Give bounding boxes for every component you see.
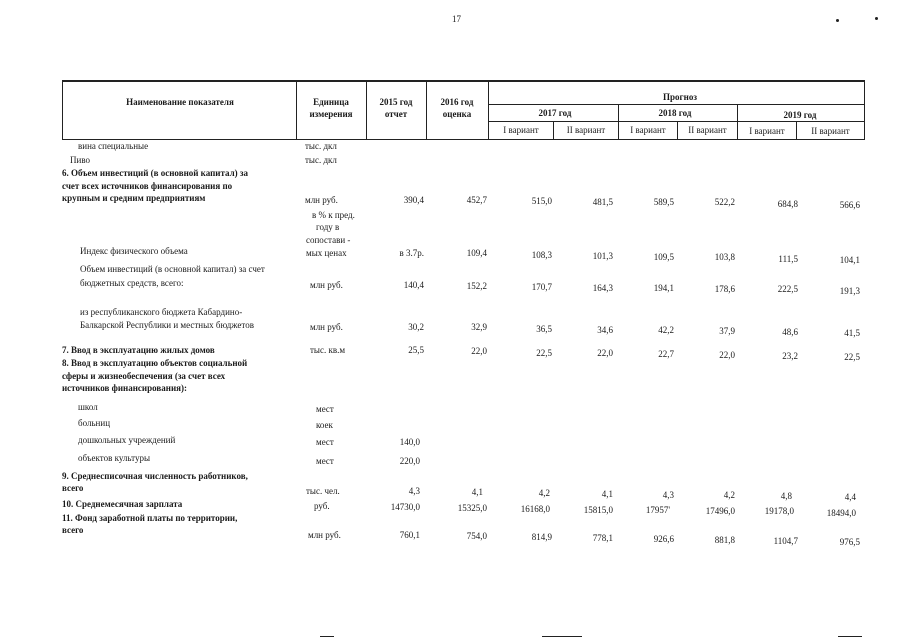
value-2018-v1: 589,5 bbox=[653, 197, 674, 207]
header-name: Наименование показателя bbox=[126, 97, 234, 107]
row-label: всего bbox=[62, 525, 84, 535]
header-2017-var1: I вариант bbox=[503, 125, 539, 135]
value-2017-v1: 36,5 bbox=[536, 324, 552, 334]
value-2016: 22,0 bbox=[471, 346, 487, 356]
row-label: 10. Среднемесячная зарплата bbox=[62, 499, 183, 509]
row-label: 7. Ввод в эксплуатацию жилых домов bbox=[62, 345, 215, 355]
value-2015: 140,0 bbox=[399, 437, 420, 447]
value-2017-v2: 4,1 bbox=[601, 489, 613, 499]
header-forecast: Прогноз bbox=[663, 92, 697, 102]
value-2019-v2: 18494,0 bbox=[826, 508, 856, 518]
row-label: 8. Ввод в эксплуатацию объектов социальной bbox=[62, 358, 248, 368]
header-2015: 2015 год отчет bbox=[379, 97, 413, 119]
row-label: бюджетных средств, всего: bbox=[80, 278, 184, 288]
value-2015: 390,4 bbox=[403, 195, 424, 205]
row-unit: мест bbox=[316, 437, 334, 447]
value-2018-v1: 194,1 bbox=[653, 283, 674, 293]
row-unit: тыс. кв.м bbox=[310, 345, 346, 355]
row-unit: млн руб. bbox=[310, 322, 343, 332]
row-label: крупным и средним предприятиям bbox=[62, 193, 206, 203]
value-2015: 14730,0 bbox=[390, 502, 420, 512]
row-label: Объем инвестиций (в основной капитал) за счет bbox=[80, 264, 265, 274]
value-2018-v1: 926,6 bbox=[653, 534, 674, 544]
value-2019-v2: 976,5 bbox=[839, 537, 860, 547]
row-unit: тыс. дкл bbox=[305, 155, 337, 165]
value-2017-v2: 778,1 bbox=[592, 533, 613, 543]
row-label: из республиканского бюджета Кабардино- bbox=[80, 307, 243, 317]
value-2017-v1: 108,3 bbox=[531, 250, 552, 260]
value-2019-v2: 4,4 bbox=[844, 492, 856, 502]
row-unit: сопостави - bbox=[306, 235, 351, 245]
value-2015: в 3.7р. bbox=[399, 248, 424, 258]
value-2018-v1: 22,7 bbox=[658, 349, 674, 359]
value-2018-v2: 522,2 bbox=[714, 197, 735, 207]
scan-artifact bbox=[320, 636, 334, 637]
value-2019-v1: 23,2 bbox=[782, 351, 798, 361]
value-2019-v1: 222,5 bbox=[777, 284, 798, 294]
value-2015: 4,3 bbox=[408, 486, 420, 496]
value-2017-v2: 101,3 bbox=[592, 251, 613, 261]
row-unit: мых ценах bbox=[306, 248, 347, 258]
value-2015: 220,0 bbox=[399, 456, 420, 466]
value-2019-v1: 48,6 bbox=[782, 327, 798, 337]
row-label: источников финансирования): bbox=[62, 383, 187, 393]
value-2019-v2: 566,6 bbox=[839, 200, 860, 210]
header-year-2019: 2019 год bbox=[783, 110, 817, 120]
row-unit: в % к пред. bbox=[312, 210, 355, 220]
value-2019-v2: 191,3 bbox=[839, 286, 860, 296]
value-2016: 15325,0 bbox=[457, 503, 487, 513]
value-2016: 32,9 bbox=[471, 322, 487, 332]
value-2016: 452,7 bbox=[466, 195, 487, 205]
value-2015: 760,1 bbox=[399, 530, 420, 540]
row-label: больниц bbox=[78, 418, 111, 428]
value-2018-v2: 103,8 bbox=[714, 252, 735, 262]
value-2016: 754,0 bbox=[466, 531, 487, 541]
row-unit: млн руб. bbox=[310, 280, 343, 290]
header-2017-var2: II вариант bbox=[566, 125, 606, 135]
value-2019-v1: 111,5 bbox=[778, 254, 798, 264]
value-2018-v2: 17496,0 bbox=[705, 506, 735, 516]
value-2017-v1: 22,5 bbox=[536, 348, 552, 358]
row-label: сферы и жизнеобеспечения (за счет всех bbox=[62, 371, 226, 381]
row-label: 9. Среднесписочная численность работников, bbox=[62, 471, 248, 481]
row-unit: млн руб. bbox=[308, 530, 341, 540]
value-2017-v2: 34,6 bbox=[597, 325, 613, 335]
row-unit: коек bbox=[316, 420, 333, 430]
value-2018-v2: 178,6 bbox=[714, 284, 735, 294]
row-label: вина специальные bbox=[78, 141, 149, 151]
scan-mark bbox=[875, 17, 878, 20]
header-2018-var1: I вариант bbox=[630, 125, 666, 135]
value-2018-v1: 109,5 bbox=[653, 252, 674, 262]
row-label: Индекс физического объема bbox=[80, 246, 188, 256]
row-label: дошкольных учреждений bbox=[78, 435, 176, 445]
value-2019-v2: 41,5 bbox=[844, 328, 860, 338]
value-2018-v2: 37,9 bbox=[719, 326, 735, 336]
row-label: Балкарской Республики и местных бюджетов bbox=[80, 320, 254, 330]
value-2019-v2: 104,1 bbox=[839, 255, 860, 265]
row-unit: млн руб. bbox=[305, 195, 338, 205]
value-2018-v1: 42,2 bbox=[658, 325, 674, 335]
page-number: 17 bbox=[452, 14, 461, 24]
row-label: всего bbox=[62, 483, 84, 493]
row-unit: мест bbox=[316, 456, 334, 466]
row-unit: тыс. дкл bbox=[305, 141, 337, 151]
value-2018-v1: 17957' bbox=[645, 505, 670, 515]
value-2017-v1: 16168,0 bbox=[520, 504, 550, 514]
value-2018-v2: 22,0 bbox=[719, 350, 735, 360]
row-label: 11. Фонд заработной платы по территории, bbox=[62, 513, 238, 523]
value-2019-v1: 1104,7 bbox=[773, 536, 798, 546]
value-2017-v1: 814,9 bbox=[531, 532, 552, 542]
value-2019-v1: 684,8 bbox=[777, 199, 798, 209]
row-label: 6. Объем инвестиций (в основной капитал) за bbox=[62, 168, 249, 178]
header-2019-var2: II вариант bbox=[811, 126, 850, 136]
row-unit: году в bbox=[316, 222, 340, 232]
row-unit: руб. bbox=[314, 501, 330, 511]
header-2018-var2: II вариант bbox=[688, 125, 727, 135]
value-2017-v2: 15815,0 bbox=[583, 505, 613, 515]
value-2015: 30,2 bbox=[408, 322, 424, 332]
row-label: счет всех источников финансирования по bbox=[62, 181, 233, 191]
value-2018-v1: 4,3 bbox=[662, 490, 674, 500]
value-2018-v2: 4,2 bbox=[723, 490, 735, 500]
value-2017-v2: 22,0 bbox=[597, 348, 613, 358]
value-2017-v1: 170,7 bbox=[531, 282, 552, 292]
value-2017-v1: 4,2 bbox=[538, 488, 550, 498]
value-2017-v2: 481,5 bbox=[592, 197, 613, 207]
row-label: Пиво bbox=[70, 155, 91, 165]
value-2019-v1: 19178,0 bbox=[764, 506, 794, 516]
value-2016: 109,4 bbox=[466, 248, 487, 258]
scan-artifact bbox=[838, 636, 862, 637]
scan-artifact bbox=[542, 636, 582, 637]
value-2018-v2: 881,8 bbox=[714, 535, 735, 545]
value-2016: 152,2 bbox=[466, 281, 487, 291]
header-year-2018: 2018 год bbox=[658, 108, 692, 118]
row-label: объектов культуры bbox=[78, 453, 151, 463]
value-2019-v1: 4,8 bbox=[780, 491, 792, 501]
scan-mark bbox=[836, 19, 839, 22]
value-2015: 25,5 bbox=[408, 345, 424, 355]
header-2019-var1: I вариант bbox=[749, 126, 785, 136]
row-unit: тыс. чел. bbox=[306, 486, 340, 496]
row-label: школ bbox=[78, 402, 98, 412]
row-unit: мест bbox=[316, 404, 334, 414]
value-2017-v2: 164,3 bbox=[592, 283, 613, 293]
header-year-2017: 2017 год bbox=[538, 108, 572, 118]
value-2016: 4,1 bbox=[471, 487, 483, 497]
value-2015: 140,4 bbox=[403, 280, 424, 290]
header-unit: Единица измерения bbox=[309, 97, 353, 119]
header-2016: 2016 год оценка bbox=[440, 97, 474, 119]
value-2019-v2: 22,5 bbox=[844, 352, 860, 362]
value-2017-v1: 515,0 bbox=[531, 196, 552, 206]
